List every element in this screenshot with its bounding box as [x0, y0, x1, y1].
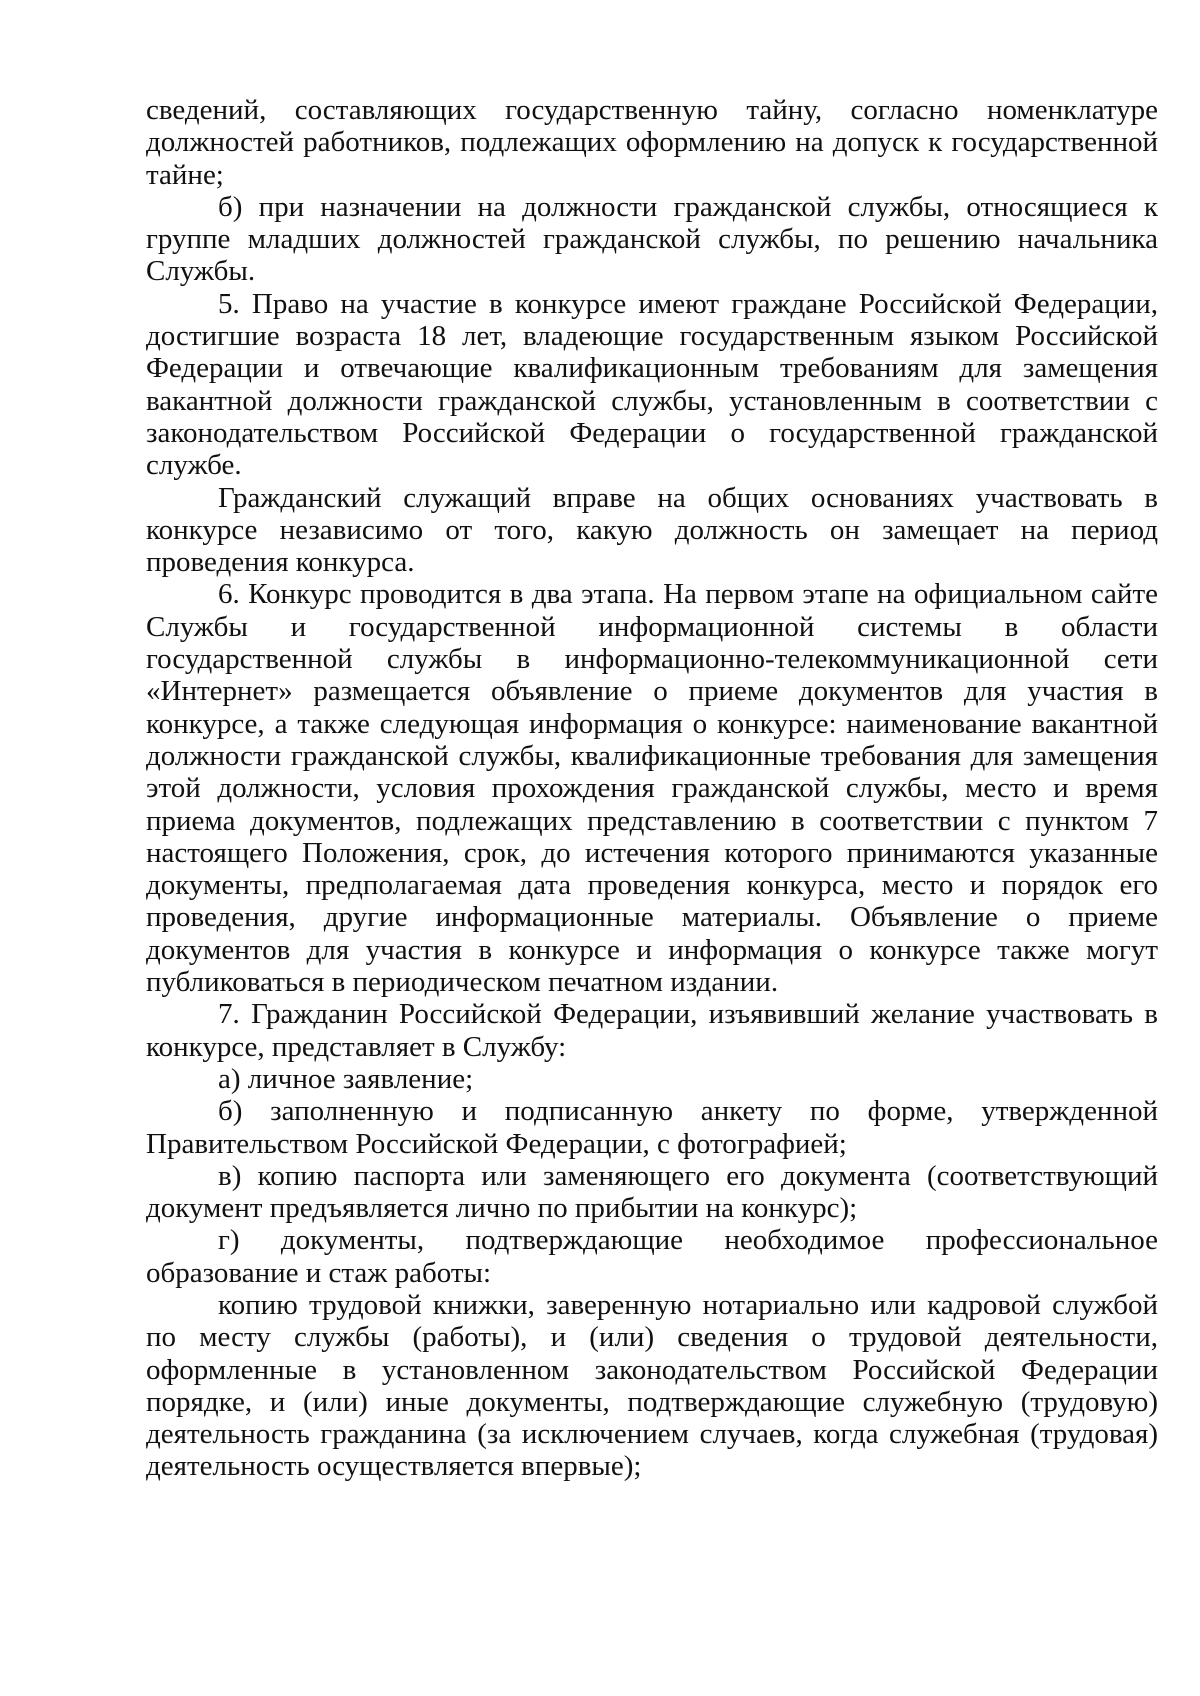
list-item-v: в) копию паспорта или заменяющего его документа (соответствующий документ предъявляется лично по прибытии на конкурс);: [146, 1159, 1158, 1225]
paragraph-item-b-junior-positions: б) при назначении на должности гражданской службы, относящиеся к группе младших должностей гражданской службы, по решению начальника Службы.: [146, 190, 1158, 288]
paragraph-5-eligibility: 5. Право на участие в конкурсе имеют граждане Российской Федерации, достигшие возраста 18 лет, владеющие государственным языком Российской Федерации и отвечающие квалификационным требованиям для замещения вакантной должности гражданской службы, установленным в соответствии с законодательством Российской Федерации о государственной гражданской службе.: [146, 287, 1158, 482]
paragraph-continuation: сведений, составляющих государственную тайну, согласно номенклатуре должностей работников, подлежащих оформлению на допуск к государственной тайне;: [146, 94, 1158, 191]
paragraph-7-documents: 7. Гражданин Российской Федерации, изъявивший желание участвовать в конкурсе, представляет в Службу:: [146, 998, 1158, 1063]
document-body: [146, 94, 1158, 1483]
paragraph-civil-servant-right: Гражданский служащий вправе на общих основаниях участвовать в конкурсе независимо от того, какую должность он замещает на период проведения конкурса.: [146, 481, 1158, 579]
paragraph-6-contest-stages: 6. Конкурс проводится в два этапа. На первом этапе на официальном сайте Службы и государственной информационной системы в области государственной службы в информационно-телекоммуникационной сети «Интернет» размещается объявление о приеме документов для участия в конкурсе, а также следующая информация о конкурсе: наименование вакантной должности гражданской службы, квалификационные требования для замещения этой должности, условия прохождения гражданской службы, место и время приема документов, подлежащих представлению в соответствии с пунктом 7 настоящего Положения, срок, до истечения которого принимаются указанные документы, предполагаемая дата проведения конкурса, место и порядок его проведения, другие информационные материалы. Объявление о приеме документов для участия в конкурсе и информация о конкурсе также могут публиковаться в периодическом печатном издании.: [146, 578, 1158, 999]
list-item-b: б) заполненную и подписанную анкету по форме, утвержденной Правительством Российской Федерации, с фотографией;: [146, 1095, 1158, 1160]
paragraph-work-record: копию трудовой книжки, заверенную нотариально или кадровой службой по месту службы (работы), и (или) сведения о трудовой деятельности, оформленные в установленном законодательством Российской Федерации порядке, и (или) иные документы, подтверждающие служебную (трудовую) деятельность гражданина (за исключением случаев, когда служебная (трудовая) деятельность осуществляется впервые);: [146, 1288, 1158, 1483]
list-item-g: г) документы, подтверждающие необходимое профессиональное образование и стаж работы:: [146, 1224, 1158, 1289]
list-item-a: а) личное заявление;: [218, 1062, 474, 1095]
